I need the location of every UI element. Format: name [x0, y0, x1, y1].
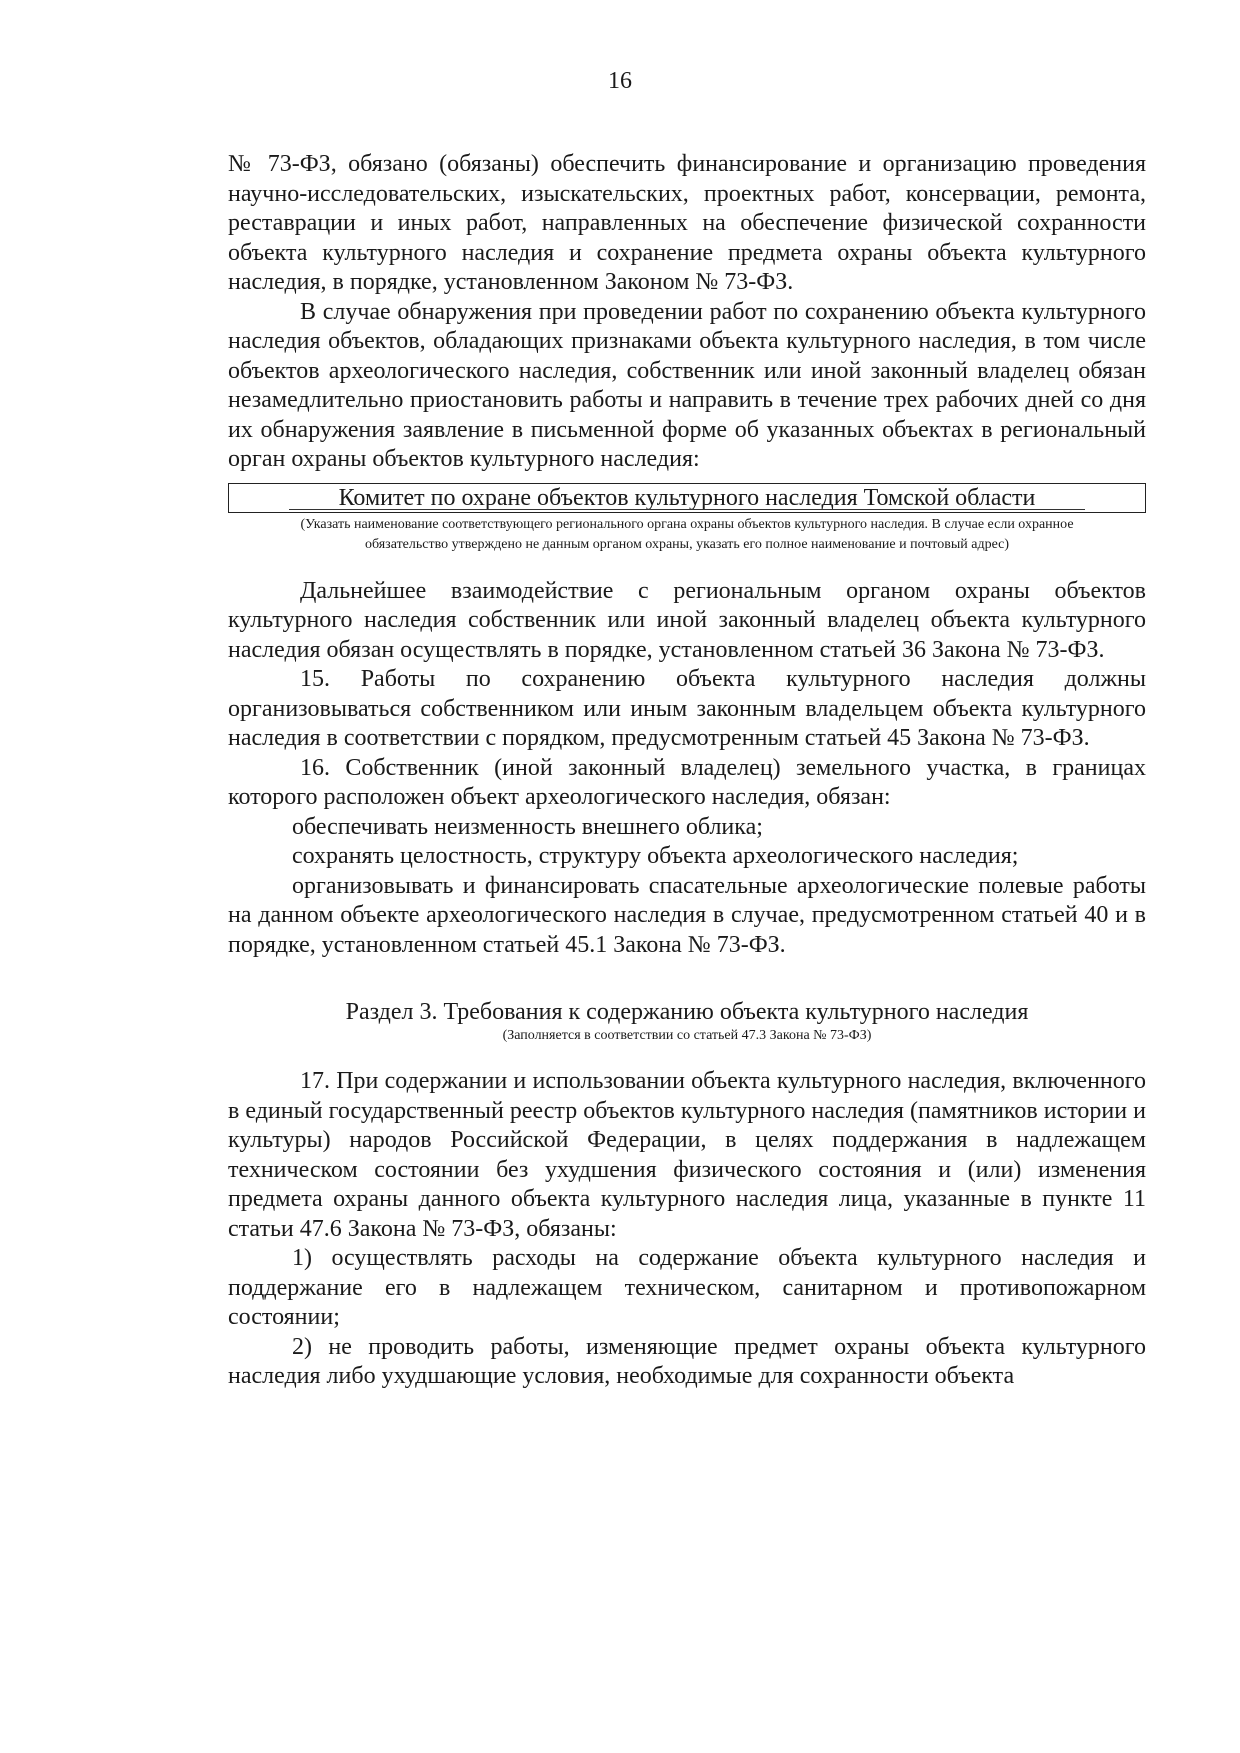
- paragraph-item-15: 15. Работы по сохранению объекта культурного наследия должны организовываться собственником или иным законным владельцем объекта культурного наследия в соответствии с порядком, предусмотренным статьей 45 Закона № 73-ФЗ.: [228, 666, 1146, 751]
- obligation-item: сохранять целостность, структуру объекта археологического наследия;: [292, 843, 1019, 869]
- obligation-item: организовывать и финансировать спасательные археологические полевые работы на данном объекте археологического наследия в случае, предусмотренном статьей 40 и в порядке, установленном статьей 45.1 Закона № 73-ФЗ.: [228, 872, 1146, 958]
- regional-authority-instruction: (Указать наименование соответствующего регионального органа охраны объектов культурного наследия. В случае если охранное обязательство утверждено не данным органом охраны, указать его полное наименование и почтовый адрес): [300, 516, 1074, 552]
- regional-authority-field: [228, 483, 1146, 513]
- page-number: 16: [608, 68, 632, 94]
- paragraph-discovery-notice: В случае обнаружения при проведении работ по сохранению объекта культурного наследия объектов, обладающих признаками объекта культурного наследия, в том числе объектов археологического наследия, собственник или иной законный владелец обязан незамедлительно приостановить работы и направить в течение трех рабочих дней со дня их обнаружения заявление в письменной форме об указанных объектах в региональный орган охраны объектов культурного наследия:: [228, 298, 1146, 472]
- document-body: [228, 150, 1146, 1392]
- regional-authority-name: Комитет по охране объектов культурного наследия Томской области: [338, 484, 1036, 511]
- paragraph-further-interaction: Дальнейшее взаимодействие с региональным органом охраны объектов культурного наследия собственник или иной законный владелец объекта культурного наследия обязан осуществлять в порядке, установленном статьей 36 Закона № 73-ФЗ.: [228, 577, 1146, 663]
- fill-underline: [289, 509, 1085, 510]
- section-3-title: Раздел 3. Требования к содержанию объекта культурного наследия: [345, 999, 1029, 1025]
- requirement-item: 1) осуществлять расходы на содержание объекта культурного наследия и поддержание его в надлежащем техническом, санитарном и противопожарном состоянии;: [228, 1245, 1146, 1330]
- section-3-instruction: (Заполняется в соответствии со статьей 47.3 Закона № 73-ФЗ): [502, 1028, 872, 1043]
- paragraph-continuation: № 73-ФЗ, обязано (обязаны) обеспечить финансирование и организацию проведения научно-исследовательских, изыскательских, проектных работ, консервации, ремонта, реставрации и иных работ, направленных на обеспечение физической сохранности объекта культурного наследия и сохранение предмета охраны объекта культурного наследия, в порядке, установленном Законом № 73-ФЗ.: [228, 151, 1146, 295]
- obligation-item: обеспечивать неизменность внешнего облика;: [292, 813, 763, 840]
- requirement-item: 2) не проводить работы, изменяющие предмет охраны объекта культурного наследия либо ухудшающие условия, необходимые для сохранности объекта: [228, 1333, 1146, 1389]
- paragraph-item-16: 16. Собственник (иной законный владелец) земельного участка, в границах которого расположен объект археологического наследия, обязан:: [228, 754, 1146, 810]
- paragraph-item-17: 17. При содержании и использовании объекта культурного наследия, включенного в единый государственный реестр объектов культурного наследия (памятников истории и культуры) народов Российской Федерации, в целях поддержания в надлежащем техническом состоянии без ухудшения физического состояния и (или) изменения предмета охраны данного объекта культурного наследия лица, указанные в пункте 11 статьи 47.6 Закона № 73-ФЗ, обязаны:: [228, 1068, 1146, 1242]
